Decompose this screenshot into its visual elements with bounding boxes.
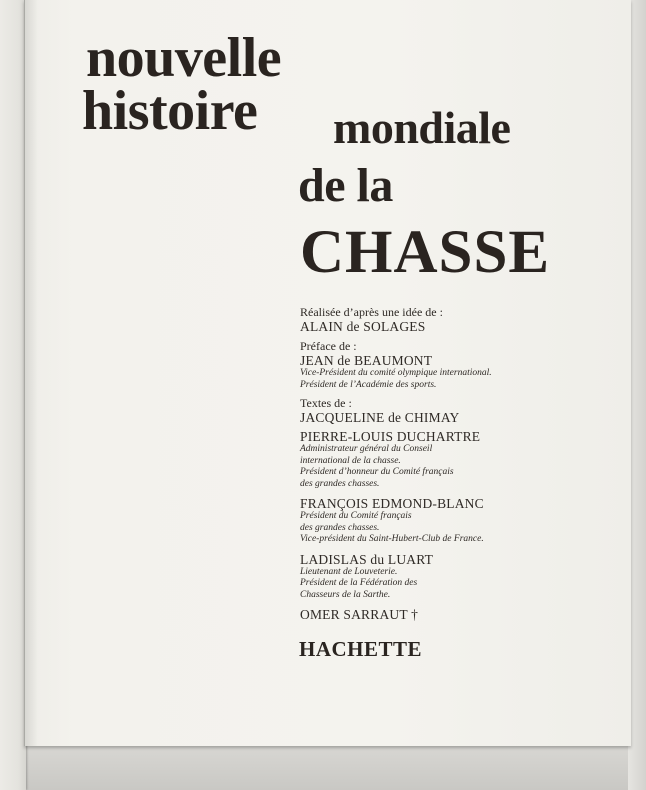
publisher-name: HACHETTE <box>299 637 423 661</box>
author-role: Président d’honneur du Comité français <box>300 467 454 477</box>
author-role: Chasseurs de la Sarthe. <box>300 589 391 600</box>
title-line-mondiale: mondiale <box>333 102 511 153</box>
author-role: international de la chasse. <box>300 455 401 466</box>
page-gutter-shadow <box>24 0 38 746</box>
title-line-chasse: CHASSE <box>300 219 551 286</box>
title-line-histoire: histoire <box>82 80 258 142</box>
author-role: Président de la Fédération des <box>300 578 418 588</box>
preface-role: Président de l’Académie des sports. <box>300 379 437 390</box>
title-line-de-la: de la <box>298 159 393 212</box>
author-name: LADISLAS du LUART <box>300 551 434 567</box>
author-role: des grandes chasses. <box>300 478 380 489</box>
author-name: OMER SARRAUT † <box>300 607 419 622</box>
author-role: Lieutenant de Louveterie. <box>300 566 398 577</box>
author-name: FRANÇOIS EDMOND-BLANC <box>300 496 484 511</box>
author-name: JACQUELINE de CHIMAY <box>300 410 460 425</box>
author-role: Vice-président du Saint-Hubert-Club de France. <box>300 534 484 544</box>
author-role: Administrateur général du Conseil <box>300 444 433 454</box>
facing-page-edge <box>0 0 26 790</box>
credits-block <box>300 306 620 622</box>
texts-intro: Textes de : <box>300 396 352 410</box>
author-role: des grandes chasses. <box>300 522 380 533</box>
table-surface <box>0 745 646 790</box>
realised-intro: Réalisée d’après une idée de : <box>300 305 443 319</box>
preface-name: JEAN de BEAUMONT <box>300 353 433 368</box>
title-line-nouvelle: nouvelle <box>86 27 282 89</box>
author-name: PIERRE-LOUIS DUCHARTRE <box>300 429 481 444</box>
preface-intro: Préface de : <box>300 339 357 353</box>
preface-role: Vice-Président du comité olympique international. <box>300 368 492 378</box>
author-role: Président du Comité français <box>300 511 412 521</box>
realised-name: ALAIN de SOLAGES <box>300 319 426 334</box>
